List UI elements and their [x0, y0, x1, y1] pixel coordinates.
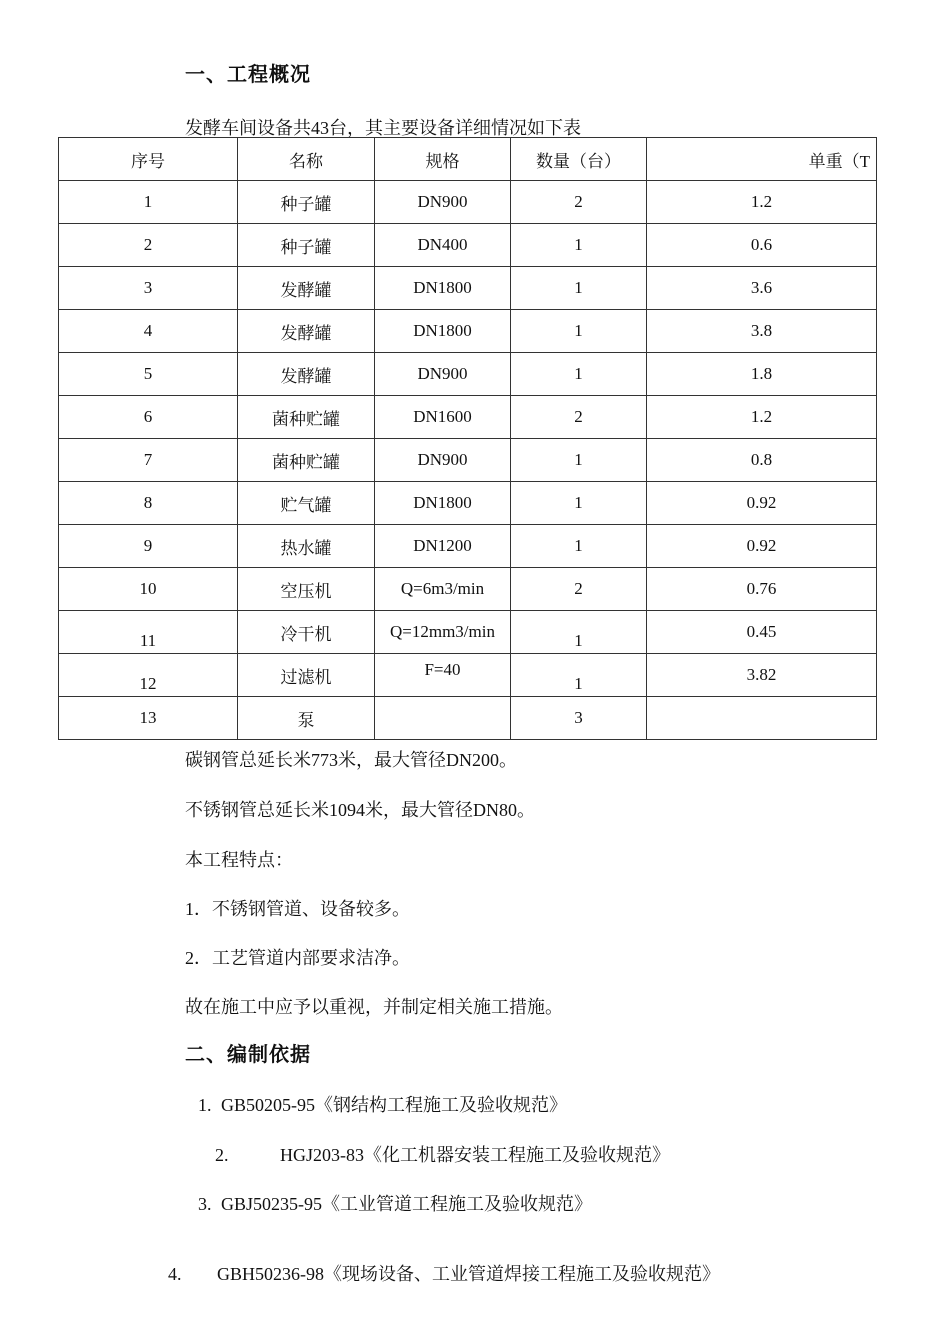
cell-serial: 6 [59, 396, 238, 439]
cell-weight: 1.2 [647, 181, 877, 224]
cell-serial: 7 [59, 439, 238, 482]
cell-quantity-text: 1 [574, 631, 583, 650]
cell-quantity: 1 [511, 525, 647, 568]
basis-item-4 [168, 1260, 720, 1286]
cell-quantity: 2 [511, 396, 647, 439]
conclusion-text: 故在施工中应予以重视，并制定相关施工措施。 [185, 997, 563, 1017]
cell-name: 过滤机 [238, 654, 375, 697]
table-row [59, 654, 877, 697]
section-2-title: 二、编制依据 [185, 1042, 311, 1066]
cell-serial [59, 654, 238, 697]
header-specification: 规格 [375, 138, 511, 181]
cell-weight: 3.6 [647, 267, 877, 310]
cell-spec: DN900 [375, 181, 511, 224]
table-row [59, 353, 877, 396]
basis-item-text: HGJ203-83《化工机器安装工程施工及验收规范》 [280, 1145, 670, 1165]
section-1-title: 一、工程概况 [185, 62, 311, 86]
table-row [59, 611, 877, 654]
cell-quantity-text: 1 [574, 674, 583, 693]
cell-spec: Q=12mm3/min [375, 611, 511, 654]
cell-quantity: 3 [511, 697, 647, 740]
cell-spec: DN1600 [375, 396, 511, 439]
cell-name: 菌种贮罐 [238, 439, 375, 482]
cell-spec: DN1200 [375, 525, 511, 568]
cell-quantity [511, 654, 647, 697]
cell-spec: DN1800 [375, 310, 511, 353]
table-row [59, 181, 877, 224]
cell-serial: 3 [59, 267, 238, 310]
basis-item-1 [198, 1091, 567, 1117]
cell-name: 热水罐 [238, 525, 375, 568]
table-row [59, 267, 877, 310]
cell-name: 菌种贮罐 [238, 396, 375, 439]
basis-item-3 [198, 1190, 592, 1216]
stainless-pipe-note: 不锈钢管总延长米1094米，最大管径DN80。 [185, 800, 535, 820]
header-unit-weight: 单重（T [647, 138, 877, 181]
cell-weight: 0.45 [647, 611, 877, 654]
table-row [59, 525, 877, 568]
cell-name: 冷干机 [238, 611, 375, 654]
cell-quantity: 1 [511, 439, 647, 482]
table-row [59, 482, 877, 525]
cell-name: 种子罐 [238, 224, 375, 267]
cell-serial: 1 [59, 181, 238, 224]
features-title: 本工程特点： [185, 850, 293, 870]
header-serial-number: 序号 [59, 138, 238, 181]
cell-name: 种子罐 [238, 181, 375, 224]
cell-quantity: 1 [511, 224, 647, 267]
cell-weight: 1.8 [647, 353, 877, 396]
basis-item-text: GBH50236-98《现场设备、工业管道焊接工程施工及验收规范》 [217, 1264, 720, 1284]
basis-item-number: 2. [215, 1145, 229, 1165]
cell-spec [375, 697, 511, 740]
cell-weight: 0.92 [647, 525, 877, 568]
cell-spec: DN1800 [375, 267, 511, 310]
table-row [59, 568, 877, 611]
header-quantity: 数量（台） [511, 138, 647, 181]
cell-quantity: 1 [511, 310, 647, 353]
cell-quantity: 1 [511, 267, 647, 310]
cell-serial: 8 [59, 482, 238, 525]
cell-serial: 10 [59, 568, 238, 611]
equipment-table [58, 137, 877, 740]
cell-spec: Q=6m3/min [375, 568, 511, 611]
cell-quantity: 1 [511, 482, 647, 525]
cell-serial: 13 [59, 697, 238, 740]
cell-weight: 1.2 [647, 396, 877, 439]
cell-name: 发酵罐 [238, 310, 375, 353]
basis-item-number: 4. [168, 1264, 182, 1284]
cell-quantity [511, 611, 647, 654]
table-row [59, 439, 877, 482]
cell-weight: 3.82 [647, 654, 877, 697]
cell-name: 泵 [238, 697, 375, 740]
cell-serial-text: 11 [139, 631, 157, 650]
basis-item-2 [215, 1141, 670, 1167]
cell-spec [375, 654, 511, 697]
cell-name: 发酵罐 [238, 267, 375, 310]
table-row [59, 396, 877, 439]
cell-weight: 3.8 [647, 310, 877, 353]
basis-item-text: GB50205-95《钢结构工程施工及验收规范》 [221, 1095, 567, 1115]
cell-weight: 0.6 [647, 224, 877, 267]
cell-quantity: 2 [511, 181, 647, 224]
carbon-pipe-note: 碳钢管总延长米773米，最大管径DN200。 [185, 750, 517, 770]
table-row [59, 224, 877, 267]
cell-serial [59, 611, 238, 654]
cell-spec: DN900 [375, 439, 511, 482]
header-name: 名称 [238, 138, 375, 181]
table-row [59, 697, 877, 740]
cell-spec: DN900 [375, 353, 511, 396]
cell-serial: 2 [59, 224, 238, 267]
equipment-intro-text: 发酵车间设备共43台，其主要设备详细情况如下表 [185, 118, 581, 138]
feature-item-2: 2．工艺管道内部要求洁净。 [185, 948, 410, 968]
basis-item-number: 1. [198, 1095, 212, 1115]
cell-serial-text: 12 [139, 674, 157, 693]
cell-quantity: 2 [511, 568, 647, 611]
basis-item-text: GBJ50235-95《工业管道工程施工及验收规范》 [221, 1194, 593, 1214]
cell-weight: 0.76 [647, 568, 877, 611]
basis-item-number: 3. [198, 1194, 212, 1214]
cell-serial: 9 [59, 525, 238, 568]
table-header-row [59, 138, 877, 181]
cell-name: 空压机 [238, 568, 375, 611]
cell-name: 贮气罐 [238, 482, 375, 525]
cell-name: 发酵罐 [238, 353, 375, 396]
cell-serial: 5 [59, 353, 238, 396]
table-row [59, 310, 877, 353]
cell-quantity: 1 [511, 353, 647, 396]
cell-weight [647, 697, 877, 740]
cell-weight: 0.92 [647, 482, 877, 525]
cell-weight: 0.8 [647, 439, 877, 482]
cell-spec-text: F=40 [424, 660, 461, 679]
cell-spec: DN1800 [375, 482, 511, 525]
cell-spec: DN400 [375, 224, 511, 267]
cell-serial: 4 [59, 310, 238, 353]
feature-item-1: 1．不锈钢管道、设备较多。 [185, 899, 410, 919]
